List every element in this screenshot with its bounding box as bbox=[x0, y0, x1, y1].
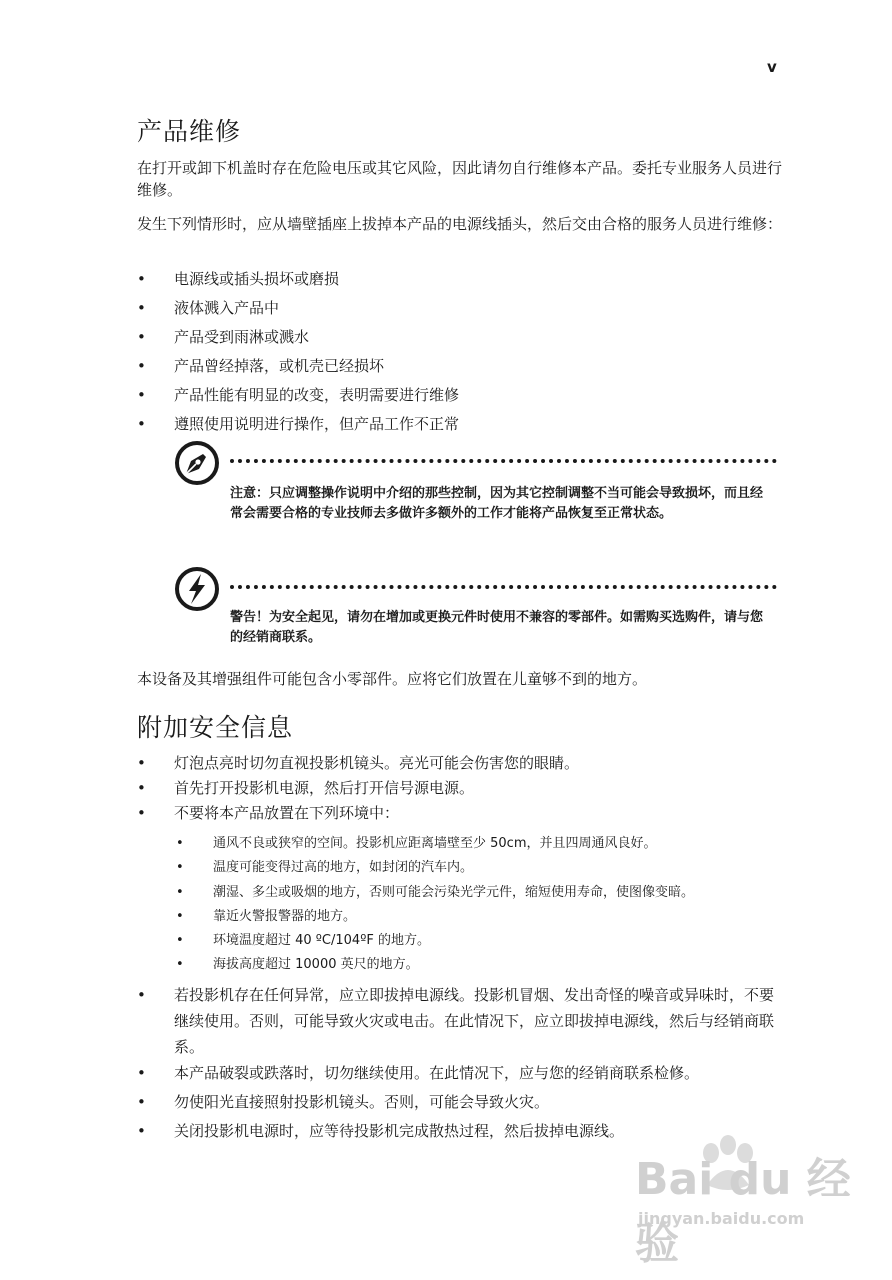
section-title-product-service: 产品维修 bbox=[137, 117, 242, 146]
list-item: • 通风不良或狭窄的空间。投影机应距离墙壁至少 50cm，并且四周通风良好。 bbox=[176, 834, 776, 858]
bullet-icon: • bbox=[137, 1064, 146, 1082]
bullet-icon: • bbox=[176, 836, 184, 851]
warning-divider bbox=[230, 585, 777, 589]
watermark bbox=[635, 1135, 875, 1269]
list-item: • 海拔高度超过 10000 英尺的地方。 bbox=[176, 955, 776, 979]
note-divider bbox=[230, 459, 777, 463]
bullet-icon: • bbox=[176, 908, 184, 924]
paragraph-service-conditions: 发生下列情形时，应从墙壁插座上拔掉本产品的电源线插头，然后交由合格的服务人员进行维修： bbox=[137, 215, 783, 233]
list-item: • 潮湿、多尘或吸烟的地方，否则可能会污染光学元件，缩短使用寿命，使图像变暗。 bbox=[176, 883, 776, 907]
bullet-icon: • bbox=[137, 804, 146, 822]
section-title-additional-safety: 附加安全信息 bbox=[137, 713, 294, 742]
bullet-icon: • bbox=[176, 957, 184, 973]
list-item: • 遵照使用说明进行操作，但产品工作不正常 bbox=[137, 415, 460, 433]
list-item: • 灯泡点亮时切勿直视投影机镜头。亮光可能会伤害您的眼睛。 bbox=[137, 754, 580, 772]
environment-sublist bbox=[176, 834, 776, 980]
bullet-icon: • bbox=[137, 386, 146, 404]
bullet-icon: • bbox=[137, 415, 146, 433]
bullet-icon: • bbox=[176, 933, 184, 949]
bullet-icon: • bbox=[137, 1122, 146, 1140]
list-item: • 产品受到雨淋或溅水 bbox=[137, 328, 310, 346]
list-item: • 勿使阳光直接照射投影机镜头。否则，可能会导致火灾。 bbox=[137, 1093, 550, 1111]
safety-list-top bbox=[137, 752, 782, 827]
bullet-icon: • bbox=[137, 299, 146, 317]
list-item: • 环境温度超过 40 ºC/104ºF 的地方。 bbox=[176, 931, 776, 955]
list-item: • 不要将本产品放置在下列环境中： bbox=[137, 804, 400, 822]
page-number: v bbox=[767, 58, 777, 76]
list-item: • 液体溅入产品中 bbox=[137, 299, 280, 317]
list-item: • 靠近火警报警器的地方。 bbox=[176, 907, 776, 931]
paragraph-service-warning: 在打开或卸下机盖时存在危险电压或其它风险，因此请勿自行维修本产品。委托专业服务人员进行维修。 bbox=[137, 159, 783, 199]
watermark-logo-text: Bai du 经验 bbox=[635, 1154, 851, 1269]
bullet-icon: • bbox=[137, 357, 146, 375]
list-item: • 温度可能变得过高的地方，如封闭的汽车内。 bbox=[176, 858, 776, 882]
bullet-icon: • bbox=[137, 754, 146, 772]
service-conditions-list bbox=[137, 268, 782, 442]
paragraph-small-parts: 本设备及其增强组件可能包含小零部件。应将它们放置在儿童够不到的地方。 bbox=[137, 670, 648, 688]
pen-nib-note-icon bbox=[174, 440, 220, 486]
list-item: • 关闭投影机电源时，应等待投影机完成散热过程，然后拔掉电源线。 bbox=[137, 1122, 625, 1140]
bullet-icon: • bbox=[137, 270, 146, 288]
note-text: 注意：只应调整操作说明中介绍的那些控制，因为其它控制调整不当可能会导致损坏，而且经常会需要合格的专业技师去多做许多额外的工作才能将产品恢复至正常状态。 bbox=[230, 486, 764, 521]
safety-list-bottom bbox=[137, 982, 782, 1145]
watermark-url: jingyan.baidu.com bbox=[638, 1209, 805, 1228]
bullet-icon: • bbox=[176, 860, 184, 876]
list-item: • 产品性能有明显的改变，表明需要进行维修 bbox=[137, 386, 460, 404]
list-item: • 首先打开投影机电源，然后打开信号源电源。 bbox=[137, 779, 475, 797]
bullet-icon: • bbox=[137, 1093, 146, 1111]
bullet-icon: • bbox=[137, 986, 146, 1004]
list-item: • 电源线或插头损坏或磨损 bbox=[137, 270, 340, 288]
bullet-icon: • bbox=[137, 328, 146, 346]
list-item: • 本产品破裂或跌落时，切勿继续使用。在此情况下，应与您的经销商联系检修。 bbox=[137, 1064, 700, 1082]
list-item: • 产品曾经掉落，或机壳已经损坏 bbox=[137, 357, 385, 375]
bullet-icon: • bbox=[176, 884, 184, 900]
list-item: • 若投影机存在任何异常，应立即拔掉电源线。投影机冒烟、发出奇怪的噪音或异味时，不要继续使用。否则，可能导致火灾或电击。在此情况下，应立即拔掉电源线，然后与经销商联系。 bbox=[137, 982, 782, 1060]
warning-text: 警告！为安全起见，请勿在增加或更换元件时使用不兼容的零部件。如需购买选购件，请与您的经销商联系。 bbox=[230, 610, 764, 645]
bullet-icon: • bbox=[137, 779, 146, 797]
lightning-warning-icon bbox=[174, 566, 220, 612]
